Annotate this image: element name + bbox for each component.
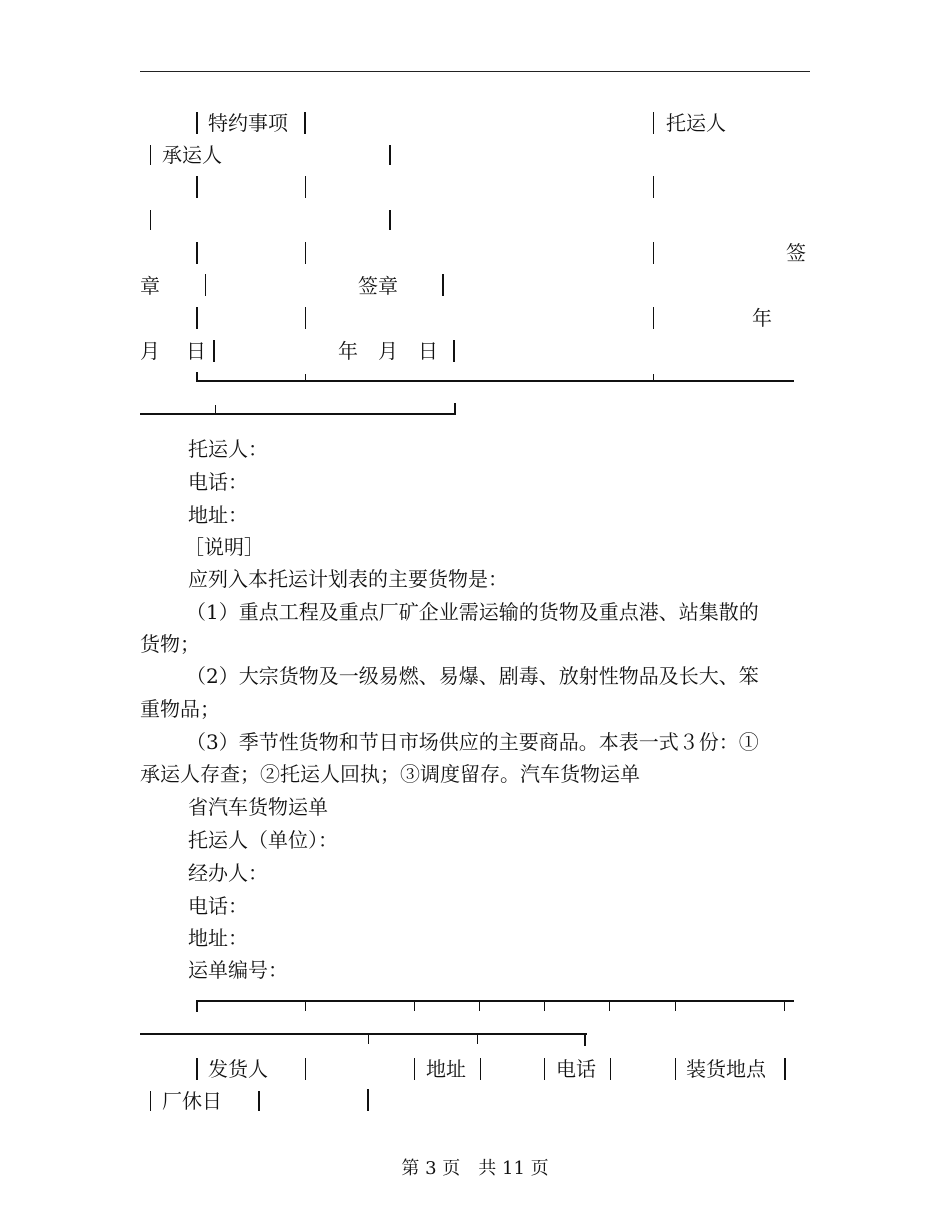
page-middle: 页 共 bbox=[442, 1158, 497, 1179]
phone-label: 电话 bbox=[556, 1057, 596, 1081]
table-tick bbox=[215, 405, 216, 414]
notes-item-3-cont: 承运人存查；②托运人回执；③调度留存。汽车货物运单 bbox=[140, 762, 640, 786]
header-rule bbox=[140, 71, 810, 72]
table-tick bbox=[544, 1001, 545, 1011]
table-border bbox=[213, 340, 215, 362]
notes-intro: 应列入本托运计划表的主要货物是： bbox=[188, 567, 508, 591]
table-border bbox=[196, 1058, 198, 1080]
table-border bbox=[653, 242, 654, 264]
table-tick bbox=[414, 1001, 415, 1011]
table-border bbox=[675, 1058, 676, 1080]
table-border bbox=[205, 274, 206, 296]
year-char: 年 bbox=[752, 306, 772, 330]
page-footer bbox=[0, 1154, 950, 1180]
table-border bbox=[196, 176, 198, 198]
table-tick bbox=[305, 374, 306, 381]
consignor-unit-field: 托运人（单位）： bbox=[188, 828, 338, 852]
notes-item-2-cont: 重物品； bbox=[140, 697, 220, 721]
notes-item-3: （3）季节性货物和节日市场供应的主要商品。本表一式３份：① bbox=[186, 730, 759, 754]
table-top-border bbox=[196, 1000, 794, 1002]
table-border bbox=[150, 210, 151, 230]
table-tick bbox=[675, 1001, 676, 1011]
table-bottom-border bbox=[196, 380, 794, 382]
table-border bbox=[367, 1089, 369, 1111]
notes-item-1: （1）重点工程及重点厂矿企业需运输的货物及重点港、站集散的 bbox=[186, 600, 759, 624]
waybill-address-field: 地址： bbox=[188, 926, 248, 950]
table-border bbox=[196, 242, 198, 264]
table-border bbox=[389, 210, 391, 230]
table-tick bbox=[653, 374, 654, 381]
table-border bbox=[610, 1058, 611, 1080]
table-border bbox=[453, 340, 455, 362]
special-terms-label: 特约事项 bbox=[208, 111, 288, 135]
table-tick bbox=[784, 1001, 785, 1011]
table-border bbox=[653, 307, 654, 329]
table-border bbox=[442, 274, 444, 296]
phone-field: 电话： bbox=[188, 470, 248, 494]
table-border bbox=[305, 176, 306, 198]
table-border bbox=[196, 112, 198, 134]
table-border bbox=[584, 1034, 586, 1046]
address-label: 地址 bbox=[426, 1057, 466, 1081]
page-suffix: 页 bbox=[530, 1158, 549, 1179]
waybill-number-field: 运单编号： bbox=[188, 958, 288, 982]
carrier-label: 承运人 bbox=[162, 143, 222, 167]
table-border bbox=[196, 307, 198, 329]
sign-seal-label: 签章 bbox=[358, 274, 398, 298]
table-border bbox=[305, 307, 306, 329]
date-label: 年 月 日 bbox=[338, 339, 438, 363]
table-tick bbox=[477, 1034, 478, 1044]
table-border bbox=[414, 1058, 415, 1080]
consignor-field: 托运人： bbox=[188, 437, 268, 461]
table-top-border bbox=[140, 1033, 587, 1035]
factory-rest-day-label: 厂休日 bbox=[162, 1089, 222, 1113]
notes-item-1-cont: 货物； bbox=[140, 632, 200, 656]
page-total: 11 bbox=[502, 1158, 525, 1179]
seal-char: 章 bbox=[140, 274, 160, 298]
shipper-label: 发货人 bbox=[208, 1057, 268, 1081]
table-border bbox=[258, 1091, 260, 1111]
table-border bbox=[150, 145, 151, 165]
table-border bbox=[305, 242, 306, 264]
table-border bbox=[389, 145, 391, 165]
table-tick bbox=[609, 1001, 610, 1011]
table-border bbox=[653, 176, 654, 198]
consignor-label: 托运人 bbox=[666, 111, 726, 135]
page-prefix: 第 bbox=[401, 1158, 420, 1179]
table-border bbox=[150, 1091, 151, 1111]
table-bottom-border bbox=[140, 413, 456, 415]
loading-place-label: 装货地点 bbox=[686, 1057, 766, 1081]
address-field: 地址： bbox=[188, 503, 248, 527]
table-tick bbox=[368, 1034, 369, 1044]
table-border bbox=[304, 112, 306, 134]
table-border bbox=[480, 1058, 481, 1080]
table-border bbox=[305, 1058, 306, 1080]
table-border bbox=[544, 1058, 545, 1080]
waybill-title: 省汽车货物运单 bbox=[188, 795, 328, 819]
handler-field: 经办人： bbox=[188, 861, 268, 885]
month-char: 月 bbox=[140, 339, 160, 363]
notes-item-2: （2）大宗货物及一级易燃、易爆、剧毒、放射性物品及长大、笨 bbox=[186, 664, 759, 688]
page-number: 3 bbox=[425, 1158, 437, 1179]
notes-heading: ［说明］ bbox=[184, 535, 264, 559]
table-border bbox=[784, 1058, 786, 1080]
day-char: 日 bbox=[186, 339, 206, 363]
table-border bbox=[454, 403, 456, 415]
table-border bbox=[196, 372, 198, 382]
table-tick bbox=[305, 1001, 306, 1011]
waybill-phone-field: 电话： bbox=[188, 894, 248, 918]
sign-char: 签 bbox=[786, 241, 806, 265]
table-tick bbox=[479, 1001, 480, 1011]
table-border bbox=[196, 1000, 198, 1012]
table-border bbox=[653, 112, 654, 134]
